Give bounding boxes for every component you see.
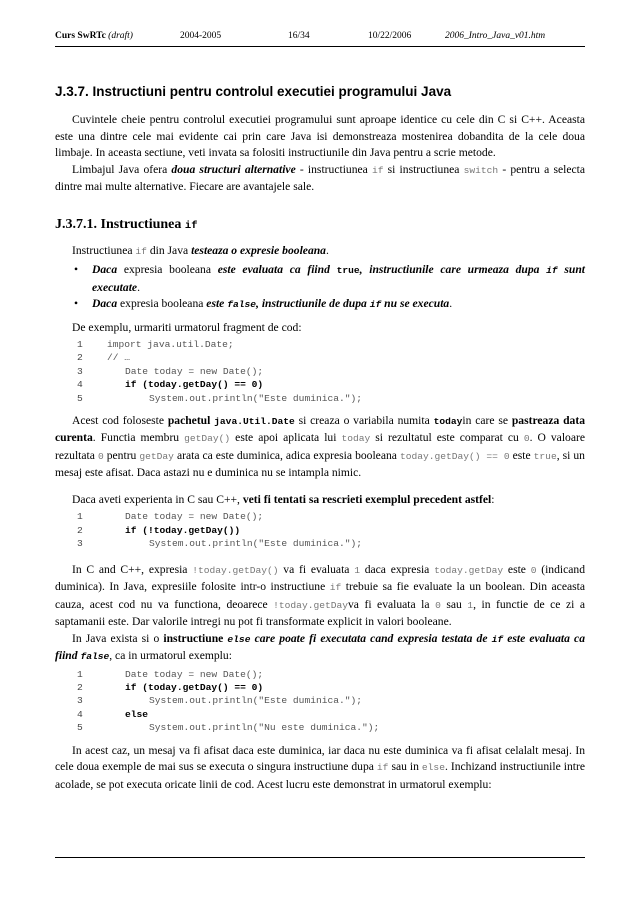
text: In acest caz, un mesaj va fi afisat daca este duminica, iar daca nu este duminica va fi afisat celalalt mesaj. In cele doua exemple de mai sus se executa o singura instructiune dupa [55,743,585,774]
code-block-3 [55,669,585,736]
text: si instructiunea [383,162,464,176]
text: (indicand duminica). In Java, expresiile folosite intr-o instructiune [55,562,585,594]
inline-code: 1 [354,564,360,576]
text-emphasis: Daca [92,263,118,276]
line-number: 3 [77,365,83,377]
code-text: Date today = new Date(); [125,365,264,377]
code-text: if (!today.getDay()) [125,524,241,536]
code-line [55,525,585,538]
bullet-icon: • [74,263,79,276]
bullet-list [55,262,585,314]
line-number: 1 [77,668,83,680]
inline-code: if [329,582,342,594]
code-text: System.out.println("Este duminica."); [149,538,363,550]
header-page: 16/34 [288,31,310,41]
paragraph-5 [55,562,585,631]
text: Instructiunea [72,243,136,257]
running-header [55,31,585,45]
code-line [55,709,585,722]
text-bold: pastreaza data curenta [55,413,586,445]
header-date: 10/22/2006 [368,31,412,41]
code-text: Date today = new Date(); [125,668,264,680]
text: din Java [146,243,192,257]
line-number: 1 [77,511,83,523]
code-text: if (today.getDay() == 0) [125,379,264,391]
code-line [55,393,585,406]
code-text: Date today = new Date(); [125,511,264,523]
paragraph-1: Cuvintele cheie pentru controlul executiei programului sunt aproape identice cu cele din C si C++. Aceasta este una dintre cele mai evidente cai prin care Java isi demonstreaza mostenirea dobandita de la cele doua limbaje. In aceasta sectiune, veti invata sa folositi instructiunile din Java pentru a scrie metode. [55,113,585,159]
inline-code-bold: if [369,299,382,310]
inline-code-bold: false [227,299,257,310]
inline-code: switch [463,164,499,176]
header-course [55,31,133,41]
inline-code-bold: today [433,415,463,427]
code-line [55,695,585,708]
text: . [137,280,140,294]
text-emphasis: este evaluata ca fiind [217,263,337,276]
text: este [503,562,531,576]
text: Daca aveti experienta in C sau C++, [72,492,243,506]
header-rule [55,46,585,47]
text: pentru [103,448,140,462]
paragraph-6 [55,631,585,666]
list-item [55,296,585,314]
text: . Inchizand instructiunile intre acolade, se pot executa oricate linii de cod. Acest lucru este demonstrat in urmatorul exemplu: [55,760,585,791]
line-number: 3 [77,538,83,550]
line-number: 1 [77,339,83,350]
paragraph-2 [55,162,585,196]
text: Acest cod foloseste [72,413,168,427]
inline-code: else [421,762,445,774]
text: - instructiunea [295,162,372,176]
header-years: 2004-2005 [180,31,222,41]
if-intro [55,243,585,261]
line-number: 4 [77,708,83,720]
bullet-icon: • [74,297,79,310]
code-block-2 [55,511,585,551]
text-emphasis: sunt executate [92,263,586,294]
text: va fi evaluata [278,562,355,576]
inline-code: 0 [530,564,537,576]
list-item [55,262,585,296]
text-bold: veti fi tentati sa rescrieti exemplul precedent astfel [242,492,492,506]
inline-code: today.getDay [434,564,504,576]
content [55,83,585,793]
text: sau [440,597,468,611]
paragraph-3 [55,413,585,482]
inline-code: 0 [97,450,104,462]
code-line [55,379,585,392]
text: expresia booleana [117,263,218,276]
text: daca expresia [359,562,435,576]
text: In C and C++, expresia [72,562,193,576]
inline-code: 0 [435,599,441,611]
footer-rule [55,857,585,858]
text: In Java exista si o [72,631,164,645]
header-course-name: Curs SwRTc [55,31,106,41]
text: . [449,297,453,310]
inline-code: 0 [523,433,530,445]
text: . [325,243,329,257]
subsection-title-code: if [184,219,198,232]
text: trebuie sa fie evaluate la un boolean. Din aceasta cauza, acest cod nu va functiona, deoarece [55,580,586,611]
text: , si un mesaj este afisat. Daca astazi nu e duminica nu se intampla nimic. [55,448,585,480]
inline-code: if [135,245,147,257]
code-text: // … [107,352,131,364]
inline-code: !today.getDay [273,599,348,611]
inline-code-bold: java.Util.Date [214,415,295,427]
line-number: 2 [77,352,83,364]
code-block-1 [55,339,585,406]
inline-code-bold: if [491,633,504,645]
text-bold: instructiune [163,631,224,645]
text: Limbajul Java ofera [72,162,172,176]
text-emphasis: care poate fi executata cand expresia testata de [250,631,492,645]
code-text: import java.util.Date; [107,339,234,350]
code-text: if (today.getDay() == 0) [125,682,264,694]
text: este apoi aplicata lui [230,431,342,445]
inline-code-bold: if [546,265,558,276]
inline-code: if [376,762,389,774]
text-emphasis: nu se executa [381,297,450,310]
text-emphasis: Daca [92,297,118,310]
line-number: 5 [77,722,83,734]
header-file: 2006_Intro_Java_v01.htm [445,31,546,41]
paragraph-7 [55,743,585,794]
text: . O valoare rezultata [55,431,585,462]
paragraph-4 [55,492,585,509]
code-line [55,339,585,352]
line-number: 3 [77,695,83,707]
text-emphasis: testeaza o expresie booleana [191,243,326,257]
inline-code: getDay() [184,433,231,445]
line-number: 2 [77,524,83,536]
text: sau in [388,760,422,774]
code-line [55,538,585,551]
text: expresia booleana [117,297,207,310]
text-bold: pachetul [167,413,211,427]
example-intro: De exemplu, urmariti urmatorul fragment de cod: [72,320,302,334]
inline-code: true [533,450,557,462]
code-line [55,511,585,524]
text: in care se [462,413,512,427]
code-line [55,722,585,735]
text: . Functia membru [92,431,185,445]
text: - pentru a selecta dintre mai multe alternative. Fiecare are avantajele sale. [55,162,585,193]
code-text: System.out.println("Este duminica."); [149,695,363,707]
subsection-title [55,216,585,235]
inline-code: today [341,433,371,445]
code-text: System.out.println("Este duminica."); [149,392,363,404]
text: este [509,448,534,462]
inline-code: if [371,164,384,176]
inline-code-bold: else [227,633,251,645]
text: si creaza o variabila numita [294,413,434,427]
code-line [55,366,585,379]
text-emphasis: , instructiunile care urmeaza dupa [359,263,547,276]
text-emphasis: , instructiunile de dupa [256,297,370,310]
line-number: 2 [77,682,83,694]
text: , ca in urmatorul exemplu: [109,649,232,663]
code-line [55,352,585,365]
inline-code-bold: true [336,265,360,276]
header-status: (draft) [108,31,133,41]
inline-code-bold: false [80,651,110,663]
text-emphasis: doua structuri alternative [171,162,296,176]
inline-code: !today.getDay() [192,564,279,576]
text-emphasis: este [206,297,228,310]
line-number: 4 [77,379,83,391]
section-title: J.3.7. Instructiuni pentru controlul executiei programului Java [55,84,452,99]
subsection-title-text: J.3.7.1. Instructiunea [55,216,185,232]
line-number: 5 [77,392,83,404]
inline-code: 1 [467,599,474,611]
inline-code: today.getDay() == 0 [399,450,510,462]
code-text: else [125,708,149,720]
text: va fi evaluata la [348,597,436,611]
text: , in functie de ce zi a saptamanii este. Dar valorile intregi nu pot fi transformate explicit in valori booleane. [55,597,585,629]
code-text: System.out.println("Nu este duminica."); [149,722,380,734]
inline-code: getDay [139,450,174,462]
code-line [55,669,585,682]
text-emphasis: este evaluata ca fiind [55,631,585,663]
code-line [55,682,585,695]
text: : [491,492,495,506]
text: si rezultatul este comparat cu [370,431,524,445]
text: arata ca este duminica, adica expresia booleana [173,448,400,462]
